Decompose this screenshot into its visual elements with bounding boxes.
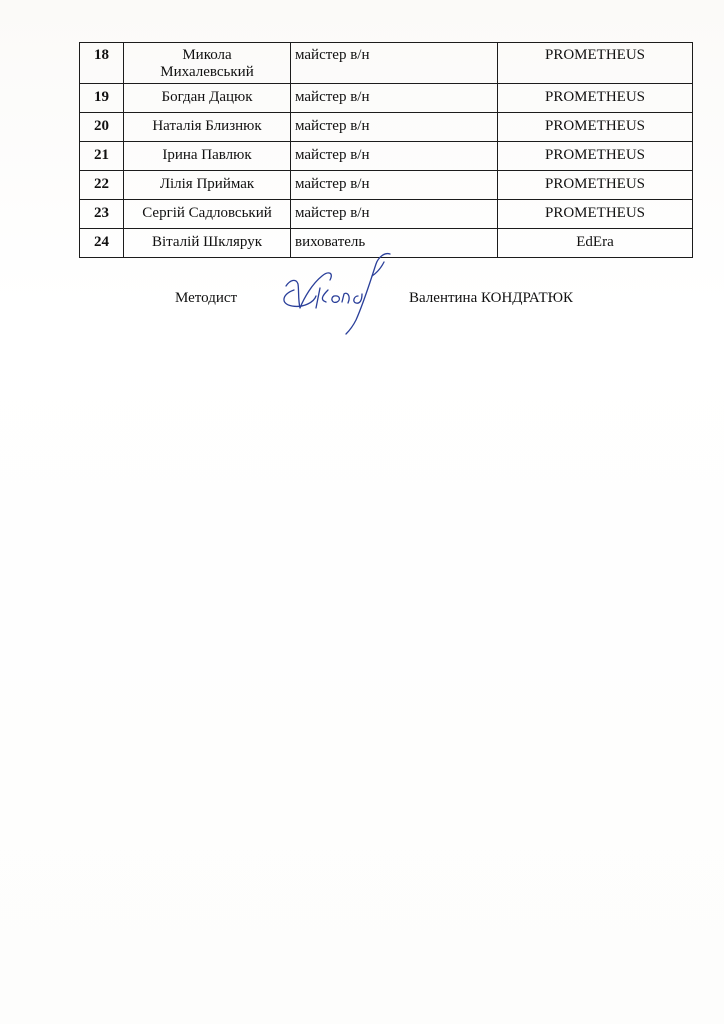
participant-position: майстер в/н [291,113,498,142]
signatory-name: Валентина КОНДРАТЮК [409,290,574,306]
table-row [80,84,693,113]
participant-position: майстер в/н [291,43,498,84]
row-number: 21 [80,142,124,171]
row-number: 19 [80,84,124,113]
participant-name: Сергій Садловський [124,200,291,229]
course-platform: PROMETHEUS [498,113,693,142]
participant-position: вихователь [291,229,498,258]
row-number: 18 [80,43,124,84]
table-row [80,171,693,200]
participant-name: Лілія Приймак [124,171,291,200]
participant-position: майстер в/н [291,200,498,229]
course-platform: PROMETHEUS [498,171,693,200]
participant-name-line1: Микола [182,47,232,63]
participant-position: майстер в/н [291,84,498,113]
course-platform: PROMETHEUS [498,84,693,113]
participant-name: Богдан Дацюк [124,84,291,113]
participant-position: майстер в/н [291,171,498,200]
signatory-role: Методист [175,290,238,306]
participant-name: Віталій Шклярук [124,229,291,258]
table-row [80,200,693,229]
course-platform: PROMETHEUS [498,142,693,171]
row-number: 22 [80,171,124,200]
participant-position: майстер в/н [291,142,498,171]
course-platform: EdEra [498,229,693,258]
table-row [80,113,693,142]
participant-name: Наталія Близнюк [124,113,291,142]
table-row [80,43,693,84]
participant-name: Ірина Павлюк [124,142,291,171]
participant-name [124,43,291,84]
row-number: 20 [80,113,124,142]
row-number: 23 [80,200,124,229]
table-row [80,142,693,171]
course-platform: PROMETHEUS [498,43,693,84]
participant-name-line2: Михалевський [160,64,254,80]
course-platform: PROMETHEUS [498,200,693,229]
handwritten-signature-icon [272,250,402,340]
participants-table [79,42,693,258]
row-number: 24 [80,229,124,258]
